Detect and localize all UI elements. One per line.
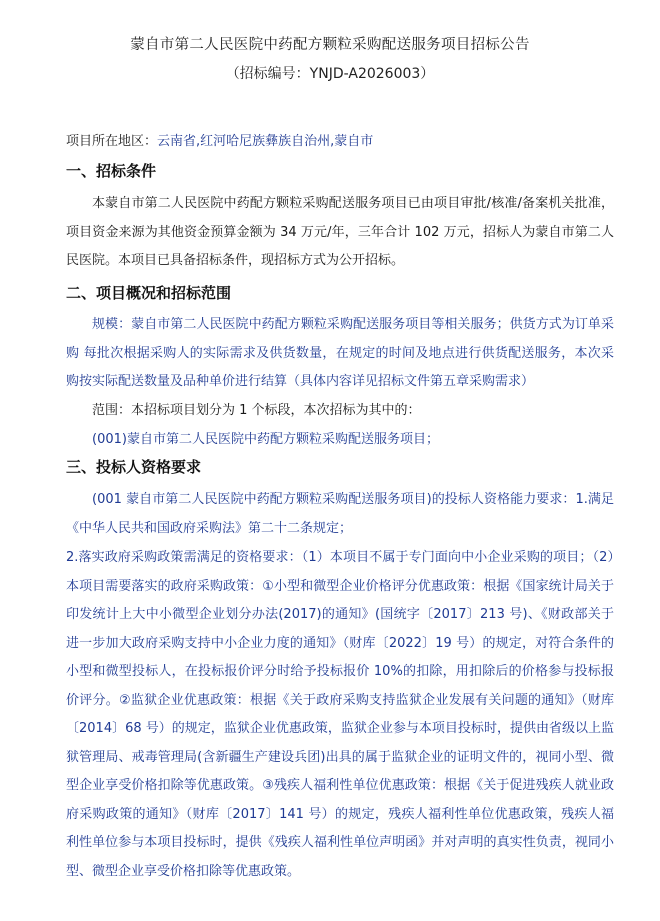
- section-para-lot: (001)蒙自市第二人民医院中药配方颗粒采购配送服务项目；: [92, 432, 439, 447]
- section-para-conditions: 本蒙自市第二人民医院中药配方颗粒采购配送服务项目已由项目审批/核准/备案机关批准，项目资金来源为其他资金预算金额为 34 万元/年，三年合计 102 万元，招标人为蒙自市第二人民医院。本项目已具备招标条件，现招标方式为公开招标。: [66, 196, 614, 268]
- section-para-qualification-1: (001 蒙自市第二人民医院中药配方颗粒采购配送服务项目)的投标人资格能力要求：1.满足《中华人民共和国政府采购法》第二十二条规定；: [66, 492, 614, 536]
- section-para-qualification-2: 2.落实政府采购政策需满足的资格要求：（1）本项目不属于专门面向中小企业采购的项目；（2）本项目需要落实的政府采购政策：①小型和微型企业价格评分优惠政策：根据《国家统计局关于印发统计上大中小微型企业划分办法(2017)的通知》(国统字〔2017〕213 号)、《财政部关于进一步加大政府采购支持中小企业力度的通知》（财库〔2022〕19 号）的规定，对符合条件的小型和微型投标人，在投标报价评分时给予投标报价 10%的扣除，用扣除后的价格参与投标报价评分。②监狱企业优惠政策：根据《关于政府采购支持监狱企业发展有关问题的通知》（财库〔2014〕68 号）的规定，监狱企业优惠政策，监狱企业参与本项目投标时，提供由省级以上监狱管理局、戒毒管理局(含新疆生产建设兵团)出具的属于监狱企业的证明文件的，视同小型、微型企业享受价格扣除等优惠政策。③残疾人福利性单位优惠政策：根据《关于促进残疾人就业政府采购政策的通知》（财库〔2017〕141 号）的规定，残疾人福利性单位优惠政策，残疾人福利性单位参与本项目投标时，提供《残疾人福利性单位声明函》并对声明的真实性负责，视同小型、微型企业享受价格扣除等优惠政策。: [66, 550, 614, 879]
- section-para-range: 范围：本招标项目划分为 1 个标段，本次招标为其中的：: [92, 403, 421, 418]
- page-title: 蒙自市第二人民医院中药配方颗粒采购配送服务项目招标公告: [130, 37, 530, 53]
- section-heading-scope: 二、项目概况和招标范围: [66, 284, 232, 302]
- section-para-scale: 规模：蒙自市第二人民医院中药配方颗粒采购配送服务项目等相关服务；供货方式为订单采购 每批次根据采购人的实际需求及供货数量，在规定的时间及地点进行供货配送服务，本次采购按实际配送数量及品种单价进行结算（具体内容详见招标文件第五章采购需求）: [66, 317, 614, 389]
- project-location: [66, 128, 614, 157]
- location-value: 云南省,红河哈尼族彝族自治州,蒙自市: [157, 134, 374, 149]
- location-label: 项目所在地区：: [66, 134, 158, 149]
- section-heading-conditions: 一、招标条件: [66, 162, 157, 180]
- tender-number: （招标编号：YNJD-A2026003）: [225, 66, 435, 82]
- section-heading-qualification: 三、投标人资格要求: [66, 458, 202, 476]
